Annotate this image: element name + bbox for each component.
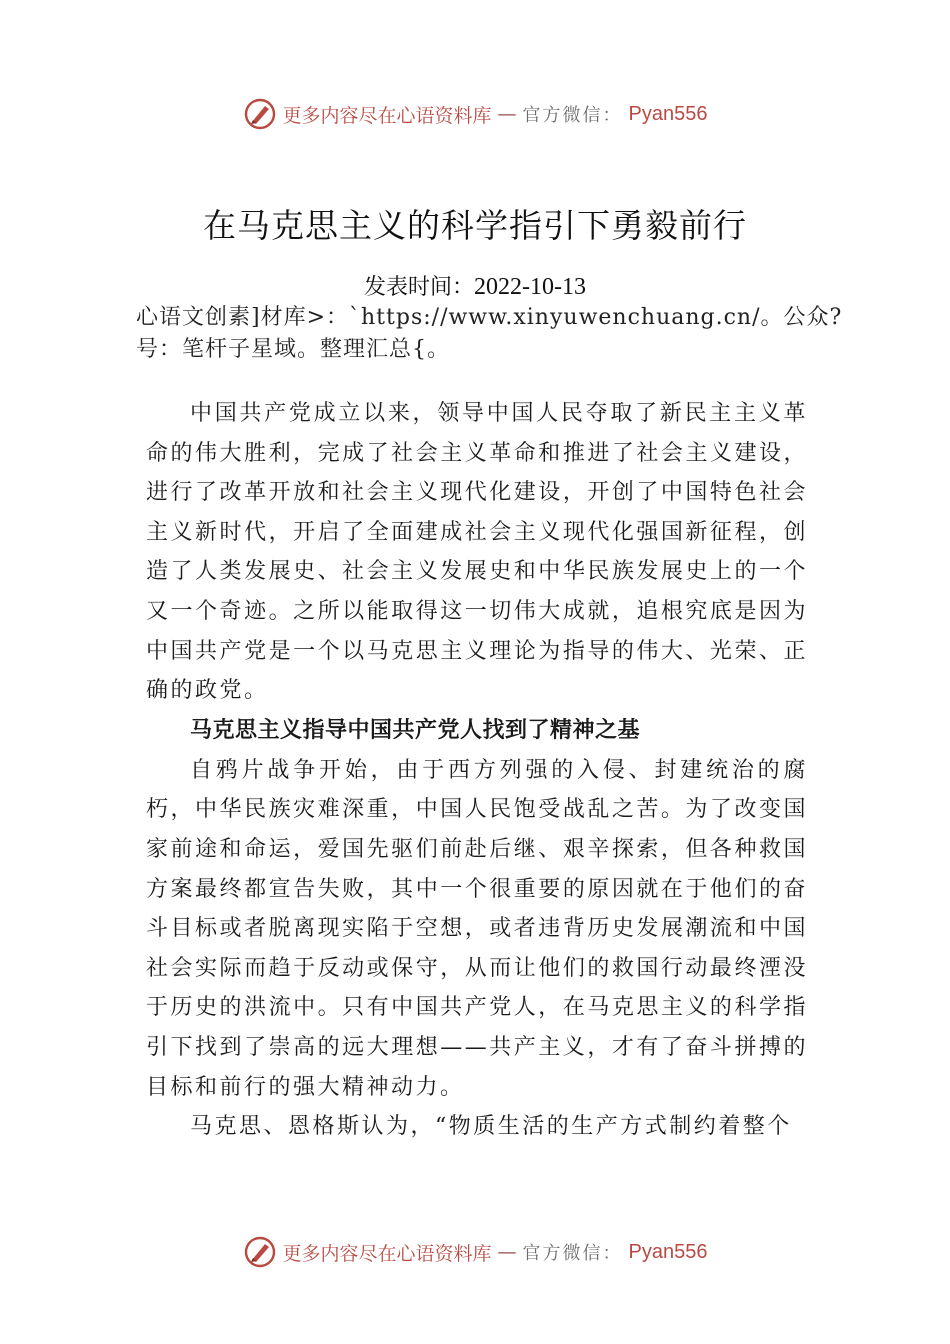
banner-wechat-id: Pyan556	[628, 102, 708, 125]
paragraph: 自鸦片战争开始，由于西方列强的入侵、封建统治的腐朽，中华民族灾难深重，中国人民饱受战乱之苦。为了改变国家前途和命运，爱国先驱们前赴后继、艰辛探索，但各种救国方案最终都宣告失败，其中一个很重要的原因就在于他们的奋斗目标或者脱离现实陷于空想，或者违背历史发展潮流和中国社会实际而趋于反动或保守，从而让他们的救国行动最终湮没于历史的洪流中。只有中国共产党人，在马克思主义的科学指引下找到了崇高的远大理想——共产主义，才有了奋斗拼搏的目标和前行的强大精神动力。	[146, 757, 808, 1100]
pen-seal-logo-icon	[243, 1235, 277, 1269]
footer-watermark-banner	[0, 1232, 950, 1272]
source-note: 心语文创素]材库>：`https://www.xinyuwenchuang.cn/。公众?号：笔杆子星域。整理汇总{。	[136, 305, 843, 362]
article-body	[146, 394, 808, 1147]
header-watermark-banner	[0, 94, 950, 134]
banner-wechat-label: 官方微信：	[522, 105, 623, 126]
banner-separator: —	[497, 103, 517, 125]
banner-wechat-label: 官方微信：	[522, 1243, 623, 1264]
banner-wechat-id: Pyan556	[628, 1240, 708, 1263]
pen-seal-logo-icon	[243, 97, 277, 131]
banner-brand-text: 更多内容尽在心语资料库	[282, 1242, 492, 1265]
banner-separator: —	[497, 1241, 517, 1263]
section-heading: 马克思主义指导中国共产党人找到了精神之基	[190, 717, 641, 743]
date-label: 发表时间：	[364, 275, 475, 300]
article-title: 在马克思主义的科学指引下勇毅前行	[203, 206, 747, 245]
paragraph: 中国共产党成立以来，领导中国人民夺取了新民主主义革命的伟大胜利，完成了社会主义革命和推进了社会主义建设，进行了改革开放和社会主义现代化建设，开创了中国特色社会主义新时代，开启了全面建成社会主义现代化强国新征程，创造了人类发展史、社会主义发展史和中华民族发展史上的一个又一个奇迹。之所以能取得这一切伟大成就，追根究底是因为中国共产党是一个以马克思主义理论为指导的伟大、光荣、正确的政党。	[146, 401, 808, 704]
banner-brand-text: 更多内容尽在心语资料库	[282, 104, 492, 127]
date-value: 2022-10-13	[474, 274, 586, 300]
paragraph: 马克思、恩格斯认为，“物质生活的生产方式制约着整个	[190, 1114, 792, 1140]
publish-date	[0, 270, 950, 301]
